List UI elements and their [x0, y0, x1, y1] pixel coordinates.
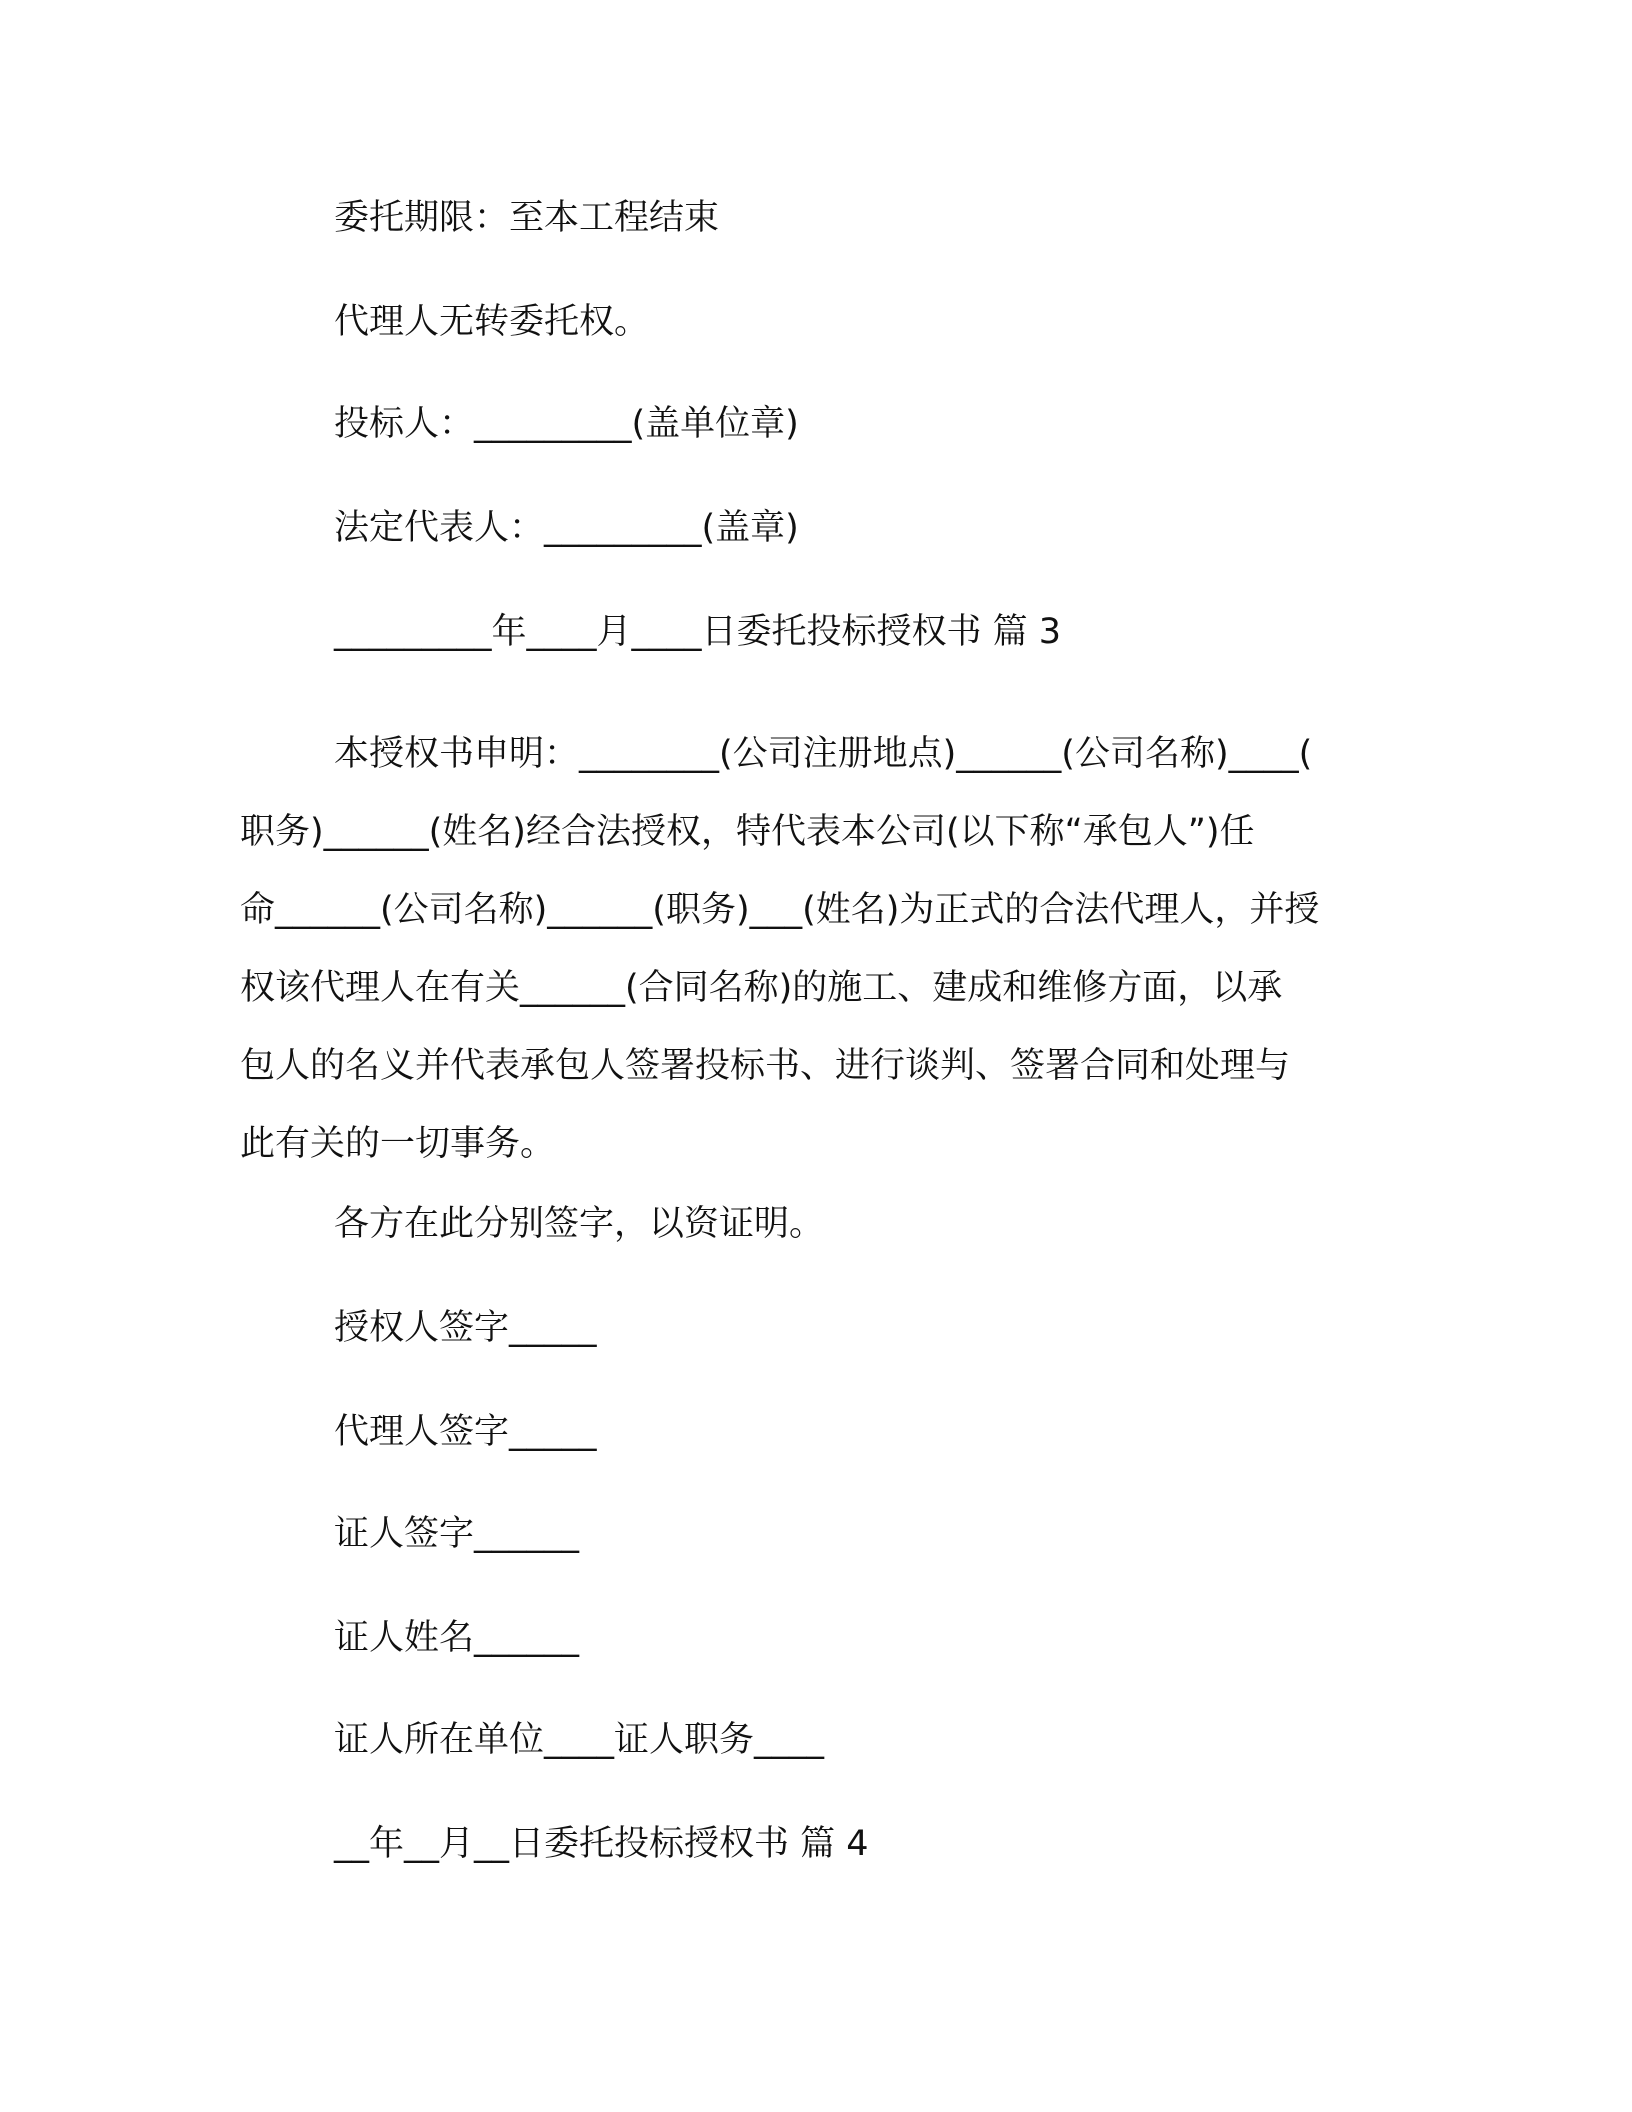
no-sub-delegation-line: 代理人无转委托权。 — [334, 302, 650, 342]
legal-representative-line: 法定代表人：_________(盖章) — [334, 508, 799, 548]
paragraph-line: 权该代理人在有关______(合同名称)的施工、建成和维修方面，以承 — [240, 968, 1283, 1008]
agent-signature-line: 代理人签字_____ — [334, 1412, 597, 1452]
bidder-line: 投标人：_________(盖单位章) — [334, 404, 799, 444]
witness-statement-line: 各方在此分别签字，以资证明。 — [334, 1204, 825, 1244]
entrust-period-line: 委托期限：至本工程结束 — [334, 198, 720, 238]
authorization-paragraph — [240, 715, 1380, 1183]
date-heading-line: _________年____月____日委托投标授权书 篇 3 — [334, 612, 1062, 652]
paragraph-line: 职务)______(姓名)经合法授权，特代表本公司(以下称“承包人”)任 — [240, 812, 1255, 852]
paragraph-line: 此有关的一切事务。 — [240, 1124, 556, 1164]
paragraph-line: 包人的名义并代表承包人签署投标书、进行谈判、签署合同和处理与 — [240, 1046, 1291, 1086]
witness-name-line: 证人姓名______ — [334, 1618, 580, 1658]
date-heading-line-2: __年__月__日委托投标授权书 篇 4 — [334, 1824, 869, 1864]
paragraph-line: 本授权书申明：________(公司注册地点)______(公司名称)____( — [334, 734, 1313, 774]
grantor-signature-line: 授权人签字_____ — [334, 1308, 597, 1348]
witness-signature-line: 证人签字______ — [334, 1514, 580, 1554]
witness-unit-title-line: 证人所在单位____证人职务____ — [334, 1720, 825, 1760]
paragraph-line: 命______(公司名称)______(职务)___(姓名)为正式的合法代理人，并授 — [240, 890, 1320, 930]
